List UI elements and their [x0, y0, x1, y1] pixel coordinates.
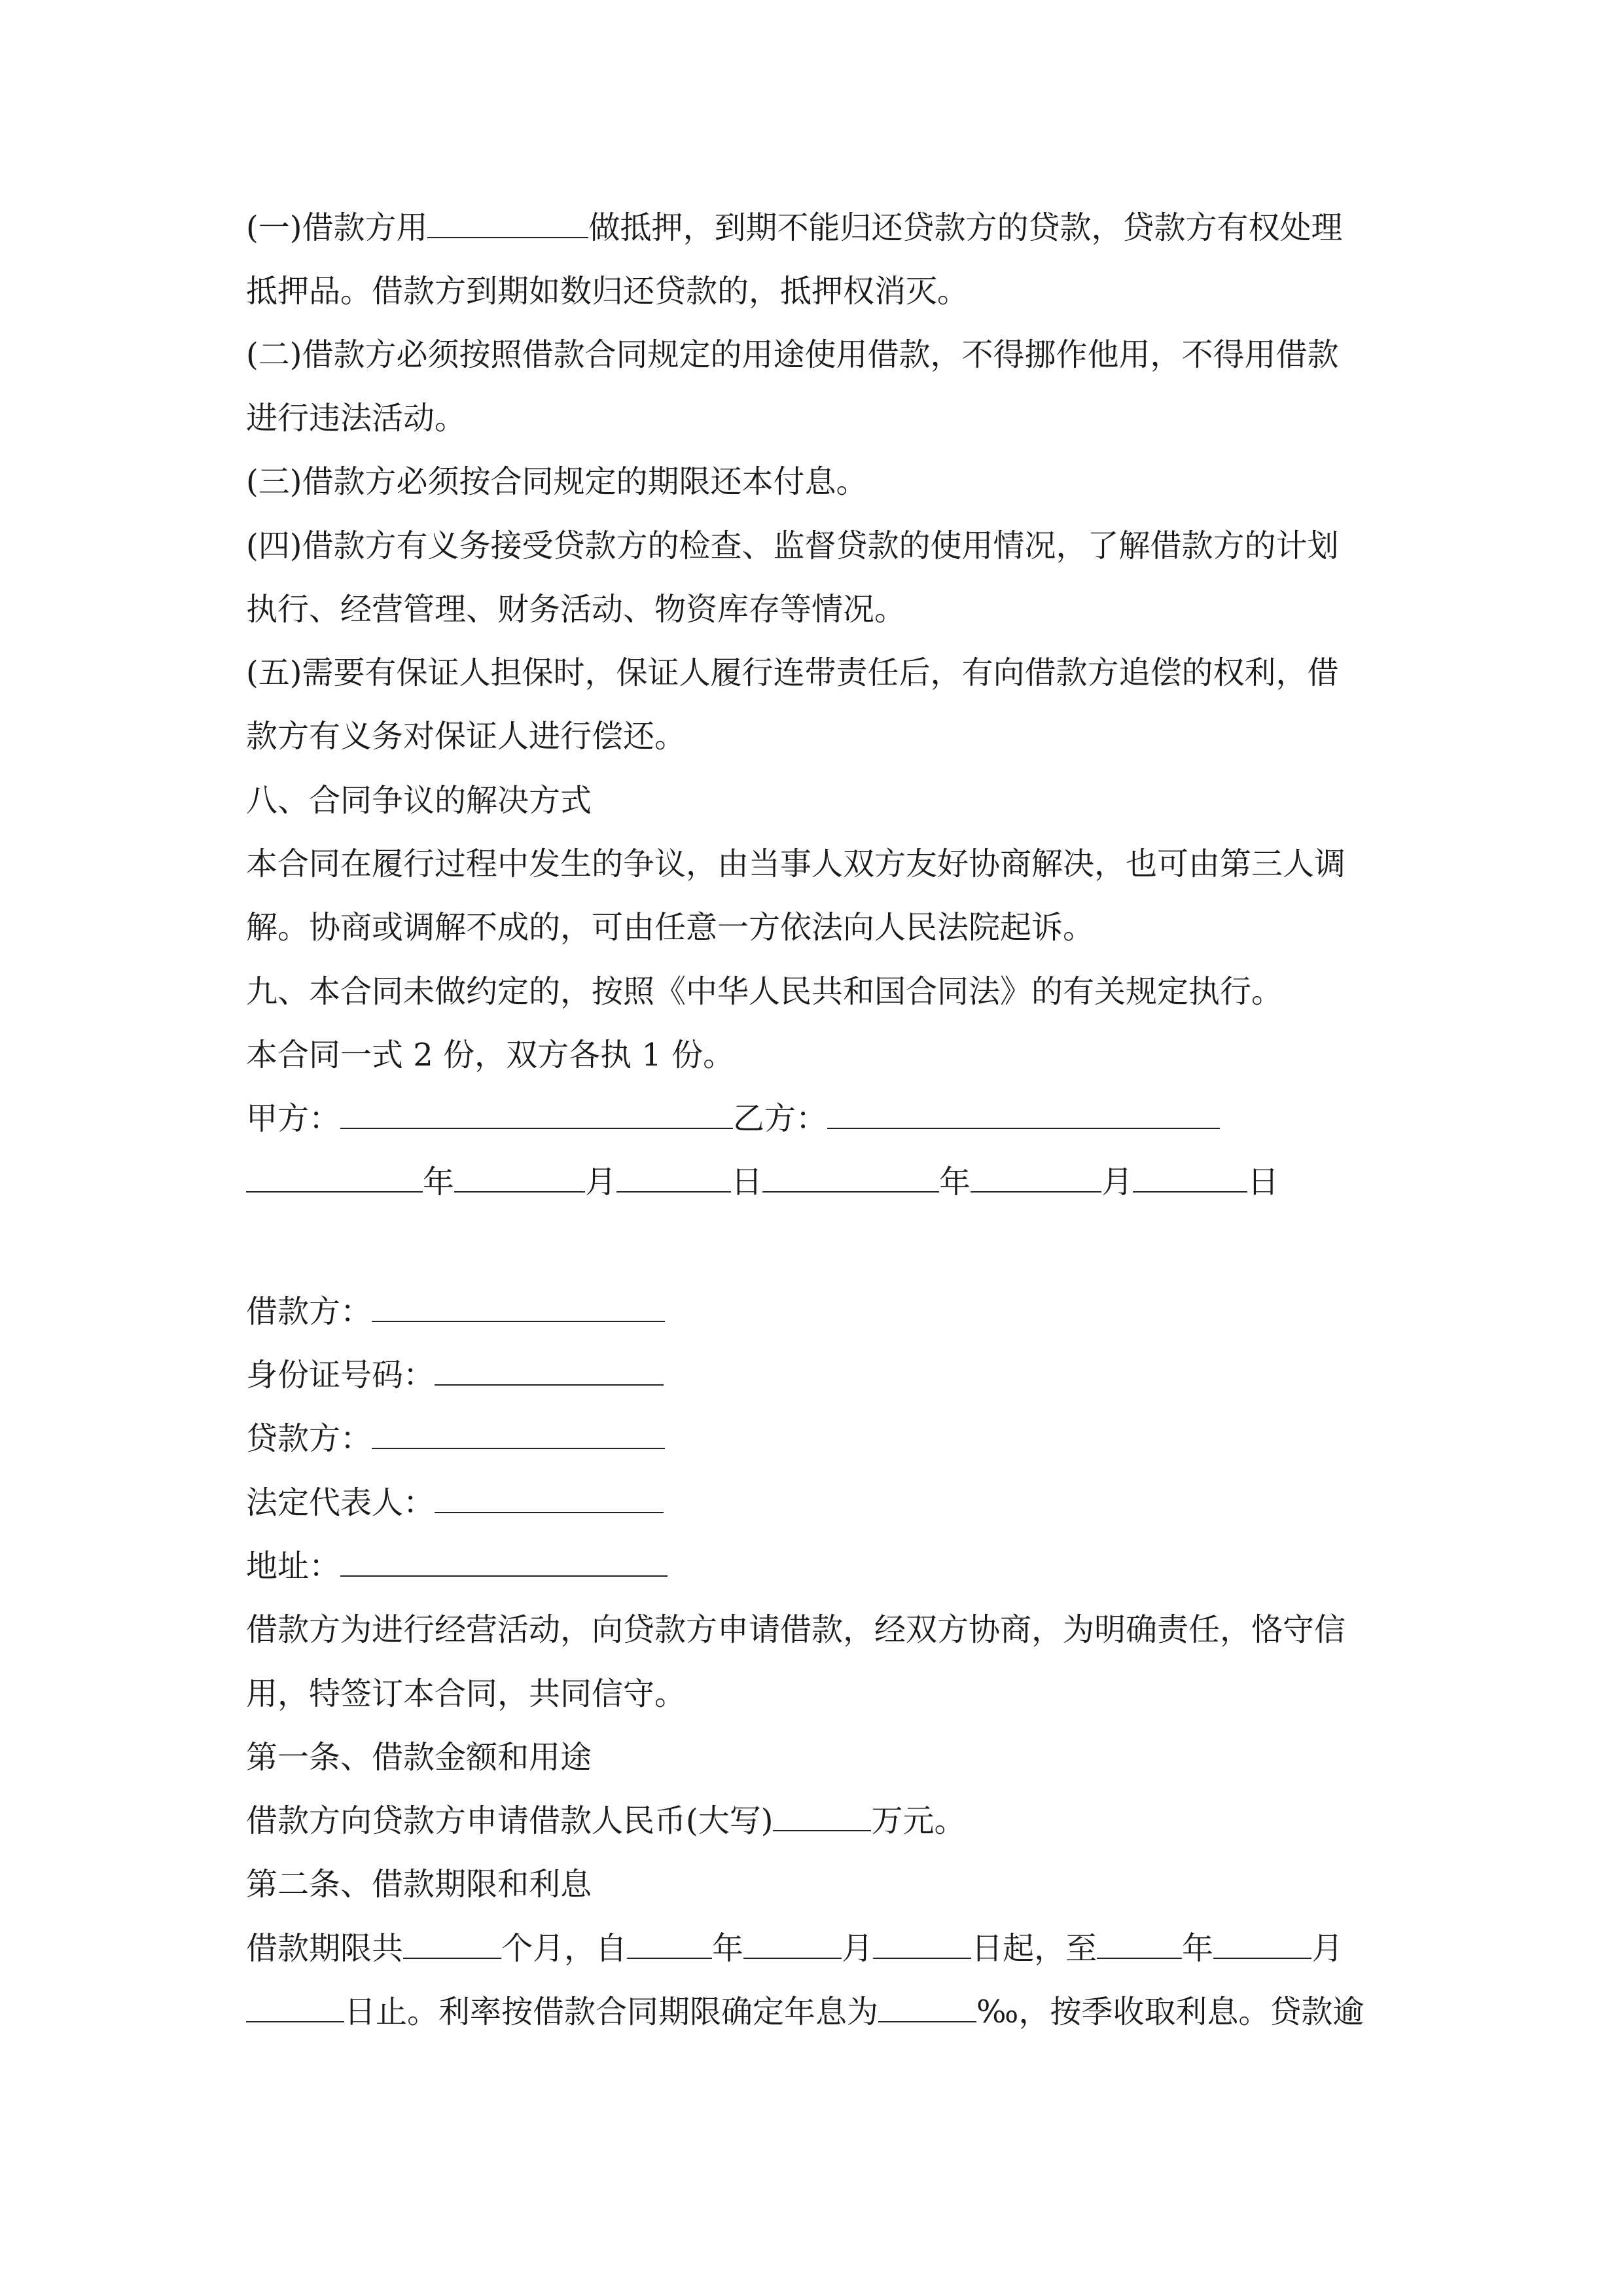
clause-text: 抵押品。借款方到期如数归还贷款的，抵押权消灭。: [246, 273, 969, 310]
interest-rate-blank[interactable]: [878, 1992, 976, 2022]
clause-text: (二)借款方必须按照借款合同规定的用途使用借款，不得挪作他用，不得用借款: [246, 336, 1339, 373]
borrower-input[interactable]: [372, 1292, 665, 1322]
start-day-blank[interactable]: [873, 1929, 971, 1959]
paragraph-text: 借款方向贷款方申请借款人民币(大写): [246, 1803, 774, 1839]
party-b-label: 乙方：: [733, 1100, 828, 1137]
intro-line-2: [246, 1674, 1377, 1713]
section-8-line-1: [246, 844, 1377, 884]
party-a-blank[interactable]: [340, 1099, 733, 1129]
paragraph-text: 解。协商或调解不成的，可由任意一方依法向人民法院起诉。: [246, 909, 1095, 946]
heading-text: 八、合同争议的解决方式: [246, 782, 592, 819]
start-year-blank[interactable]: [627, 1929, 712, 1959]
year-blank[interactable]: [246, 1162, 423, 1193]
paragraph-text: 借款期限共: [246, 1930, 404, 1967]
paragraph-text: 月: [1311, 1930, 1344, 1967]
paragraph-text: 九、本合同未做约定的，按照《中华人民共和国合同法》的有关规定执行。: [246, 973, 1283, 1010]
signature-dates: [246, 1162, 1279, 1202]
paragraph-text: 日止。利率按借款合同期限确定年息为: [344, 1994, 879, 2030]
address-label: 地址：: [246, 1548, 341, 1585]
year-label: 年: [939, 1164, 971, 1200]
day-blank[interactable]: [1133, 1162, 1247, 1193]
paragraph-text: 月: [842, 1930, 874, 1967]
article-2-line-2: [246, 1992, 1377, 2032]
end-year-blank[interactable]: [1097, 1929, 1182, 1959]
clause-4-line-1: [246, 526, 1377, 565]
paragraph-text: 个月，自: [501, 1930, 628, 1967]
intro-line-1: [246, 1610, 1377, 1649]
paragraph-text: 用，特签订本合同，共同信守。: [246, 1676, 687, 1712]
year-label: 年: [423, 1164, 455, 1200]
day-blank[interactable]: [616, 1162, 731, 1193]
day-label: 日: [731, 1164, 763, 1200]
clause-text: 做抵押，到期不能归还贷款方的贷款，贷款方有权处理: [588, 209, 1343, 246]
clause-text: (三)借款方必须按合同规定的期限还本付息。: [246, 463, 868, 500]
lender-label: 贷款方：: [246, 1420, 372, 1457]
clause-text: (四)借款方有义务接受贷款方的检查、监督贷款的使用情况，了解借款方的计划: [246, 528, 1339, 564]
clause-text: 进行违法活动。: [246, 400, 467, 437]
article-2-line-1: [246, 1929, 1377, 1968]
article-1-text: [246, 1801, 1377, 1840]
lender-field: [246, 1419, 665, 1458]
address-field: [246, 1547, 668, 1586]
clause-1-line-1: [246, 208, 1377, 247]
heading-text: 第一条、借款金额和用途: [246, 1739, 592, 1776]
borrower-field: [246, 1292, 665, 1331]
address-input[interactable]: [340, 1547, 668, 1577]
paragraph-text: ‰，按季收取利息。贷款逾: [976, 1994, 1364, 2030]
copies-statement: [246, 1035, 1377, 1075]
article-1-heading: [246, 1738, 1377, 1777]
clause-2-line-2: [246, 399, 1377, 438]
paragraph-text: 年: [1182, 1930, 1214, 1967]
end-month-blank[interactable]: [1213, 1929, 1311, 1959]
months-blank[interactable]: [403, 1929, 501, 1959]
legal-rep-label: 法定代表人：: [246, 1484, 435, 1521]
section-9: [246, 972, 1377, 1011]
month-label: 月: [1101, 1164, 1133, 1200]
clause-2-line-1: [246, 335, 1377, 374]
day-label: 日: [1247, 1164, 1279, 1200]
month-blank[interactable]: [971, 1162, 1101, 1193]
paragraph-text: 本合同一式 2 份，双方各执 1 份。: [246, 1037, 735, 1073]
month-label: 月: [585, 1164, 617, 1200]
year-blank[interactable]: [762, 1162, 939, 1193]
paragraph-text: 借款方为进行经营活动，向贷款方申请借款，经双方协商，为明确责任，恪守信: [246, 1611, 1346, 1648]
borrower-label: 借款方：: [246, 1293, 372, 1330]
start-month-blank[interactable]: [743, 1929, 842, 1959]
legal-rep-field: [246, 1483, 664, 1522]
party-b-blank[interactable]: [827, 1099, 1220, 1129]
clause-text: 款方有义务对保证人进行偿还。: [246, 718, 687, 755]
clause-4-line-2: [246, 590, 1377, 629]
end-day-blank[interactable]: [246, 1992, 344, 2022]
id-number-field: [246, 1355, 664, 1395]
id-number-input[interactable]: [435, 1355, 664, 1386]
paragraph-text: 本合同在履行过程中发生的争议，由当事人双方友好协商解决，也可由第三人调: [246, 846, 1346, 882]
party-a-label: 甲方：: [246, 1100, 341, 1137]
clause-5-line-1: [246, 653, 1377, 692]
clause-1-line-2: [246, 272, 1377, 311]
clause-text: (五)需要有保证人担保时，保证人履行连带责任后，有向借款方追偿的权利，借: [246, 655, 1339, 691]
paragraph-text: 日起，至: [971, 1930, 1097, 1967]
section-8-line-2: [246, 908, 1377, 947]
legal-rep-input[interactable]: [435, 1483, 664, 1513]
signature-parties: [246, 1099, 1220, 1138]
id-number-label: 身份证号码：: [246, 1357, 435, 1393]
collateral-blank[interactable]: [427, 208, 588, 238]
lender-input[interactable]: [372, 1419, 665, 1449]
paragraph-text: 年: [712, 1930, 744, 1967]
clause-text: 执行、经营管理、财务活动、物资库存等情况。: [246, 591, 906, 628]
article-2-heading: [246, 1865, 1377, 1904]
month-blank[interactable]: [454, 1162, 585, 1193]
heading-text: 第二条、借款期限和利息: [246, 1866, 592, 1903]
clause-text: (一)借款方用: [246, 209, 428, 246]
paragraph-text: 万元。: [871, 1803, 966, 1839]
amount-blank[interactable]: [773, 1801, 871, 1831]
clause-5-line-2: [246, 717, 1377, 756]
clause-3: [246, 462, 1377, 501]
section-8-heading: [246, 781, 1377, 820]
